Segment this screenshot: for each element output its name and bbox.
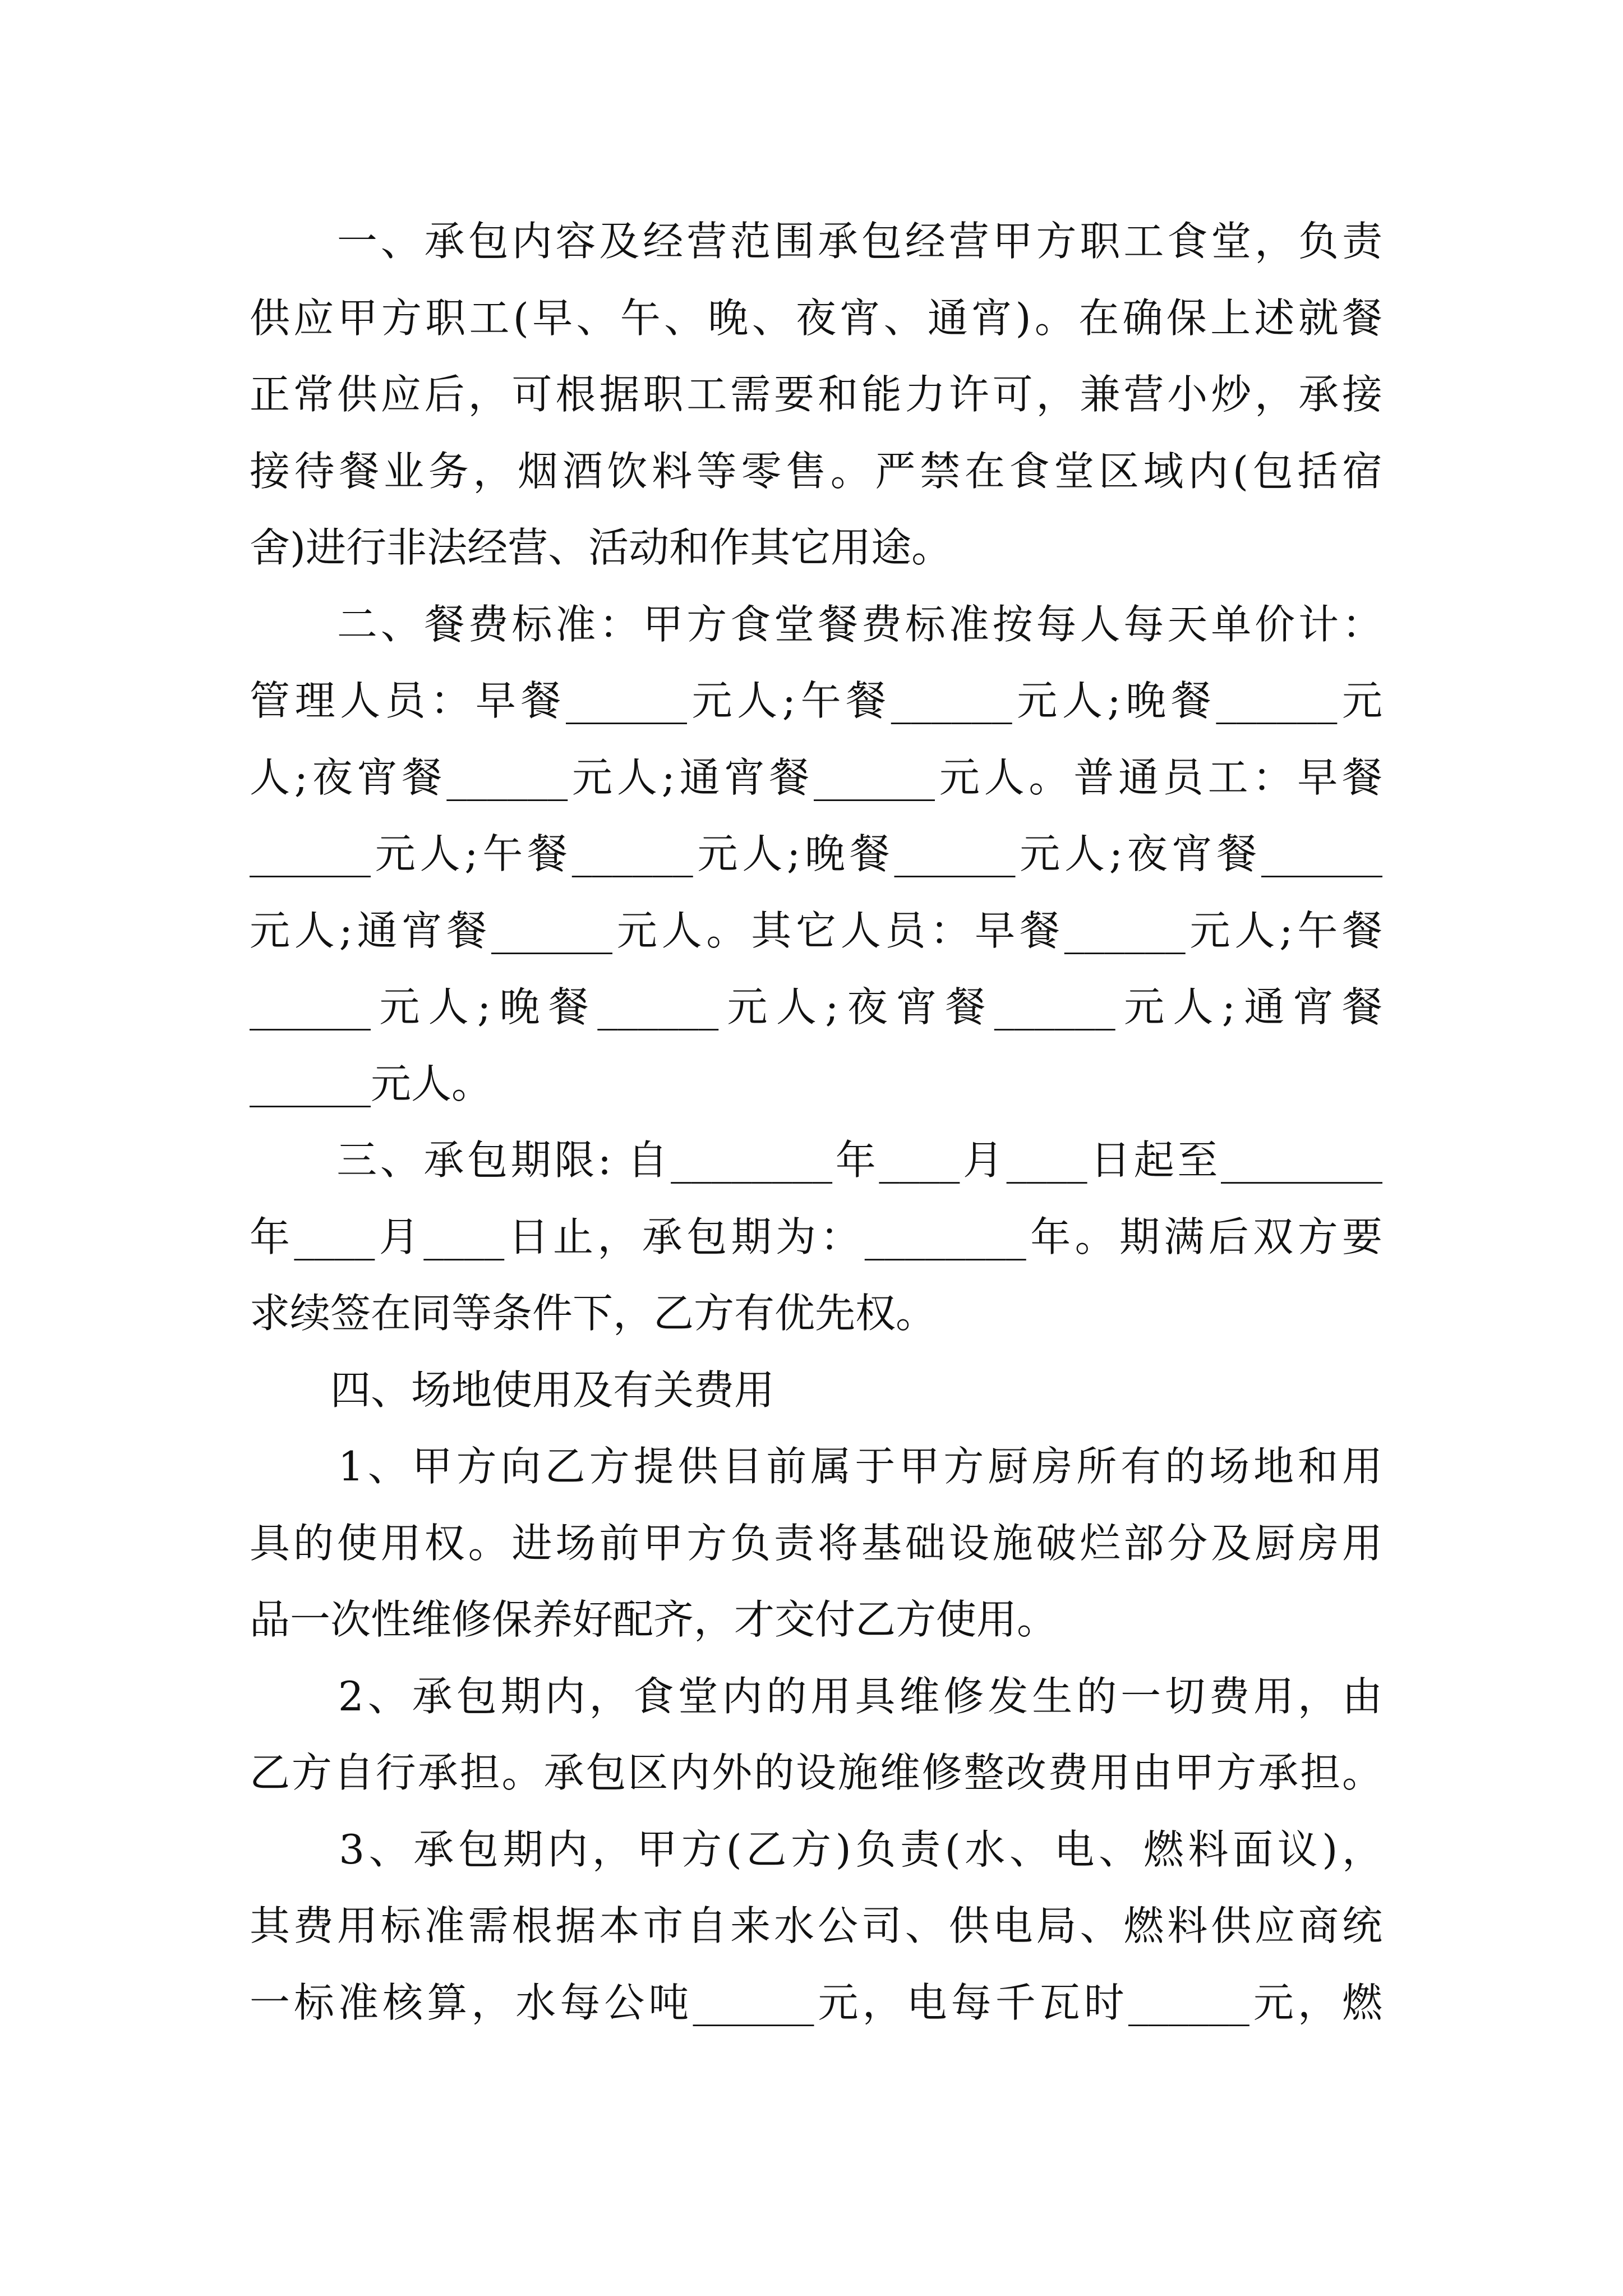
section-2-line-7: ______元人。: [250, 1060, 492, 1107]
section-2-line-4: ______元人;午餐______元人;晚餐______元人;夜宵餐______: [250, 830, 1382, 877]
section-2-line-1: 二、餐费标准：甲方食堂餐费标准按每人每天单价计：: [250, 600, 1382, 648]
section-3-line-3: 求续签在同等条件下，乙方有优先权。: [250, 1290, 937, 1337]
section-4-heading: 四、场地使用及有关费用: [250, 1366, 775, 1414]
item-1-line-1: 1、甲方向乙方提供目前属于甲方厨房所有的场地和用: [250, 1443, 1382, 1490]
item-2-line-2: 乙方自行承担。承包区内外的设施维修整改费用由甲方承担。: [250, 1749, 1382, 1796]
item-1-line-2: 具的使用权。进场前甲方负责将基础设施破烂部分及厨房用: [250, 1519, 1382, 1567]
section-1-line-3: 正常供应后，可根据职工需要和能力许可，兼营小炒，承接: [250, 371, 1382, 418]
item-3-line-2: 其费用标准需根据本市自来水公司、供电局、燃料供应商统: [250, 1902, 1382, 1949]
section-3-line-1: 三、承包期限: 自________年____月____日起至________: [250, 1137, 1382, 1184]
item-2-line-1: 2、承包期内，食堂内的用具维修发生的一切费用，由: [250, 1672, 1382, 1720]
item-3-line-1: 3、承包期内，甲方(乙方)负责(水、电、燃料面议)，: [250, 1825, 1382, 1873]
section-3-line-2: 年____月____日止，承包期为：________年。期满后双方要: [250, 1213, 1382, 1260]
contract-body: [250, 203, 1382, 2041]
section-1-line-4: 接待餐业务，烟酒饮料等零售。严禁在食堂区域内(包括宿: [250, 447, 1382, 495]
section-1-line-1: 一、承包内容及经营范围承包经营甲方职工食堂，负责: [250, 218, 1382, 265]
section-2-line-5: 元人;通宵餐______元人。其它人员：早餐______元人;午餐: [250, 907, 1382, 954]
section-2-line-6: ______元人;晚餐______元人;夜宵餐______元人;通宵餐: [250, 983, 1382, 1030]
item-1-line-3: 品一次性维修保养好配齐，才交付乙方使用。: [250, 1596, 1058, 1643]
section-2-line-3: 人;夜宵餐______元人;通宵餐______元人。普通员工：早餐: [250, 753, 1382, 801]
section-1-line-5: 舍)进行非法经营、活动和作其它用途。: [250, 524, 952, 571]
section-1-line-2: 供应甲方职工(早、午、晚、夜宵、通宵)。在确保上述就餐: [250, 294, 1382, 342]
item-3-line-3: 一标准核算，水每公吨______元，电每千瓦时______元，燃: [250, 1978, 1382, 2026]
section-2-line-2: 管理人员：早餐______元人;午餐______元人;晚餐______元: [250, 677, 1382, 724]
